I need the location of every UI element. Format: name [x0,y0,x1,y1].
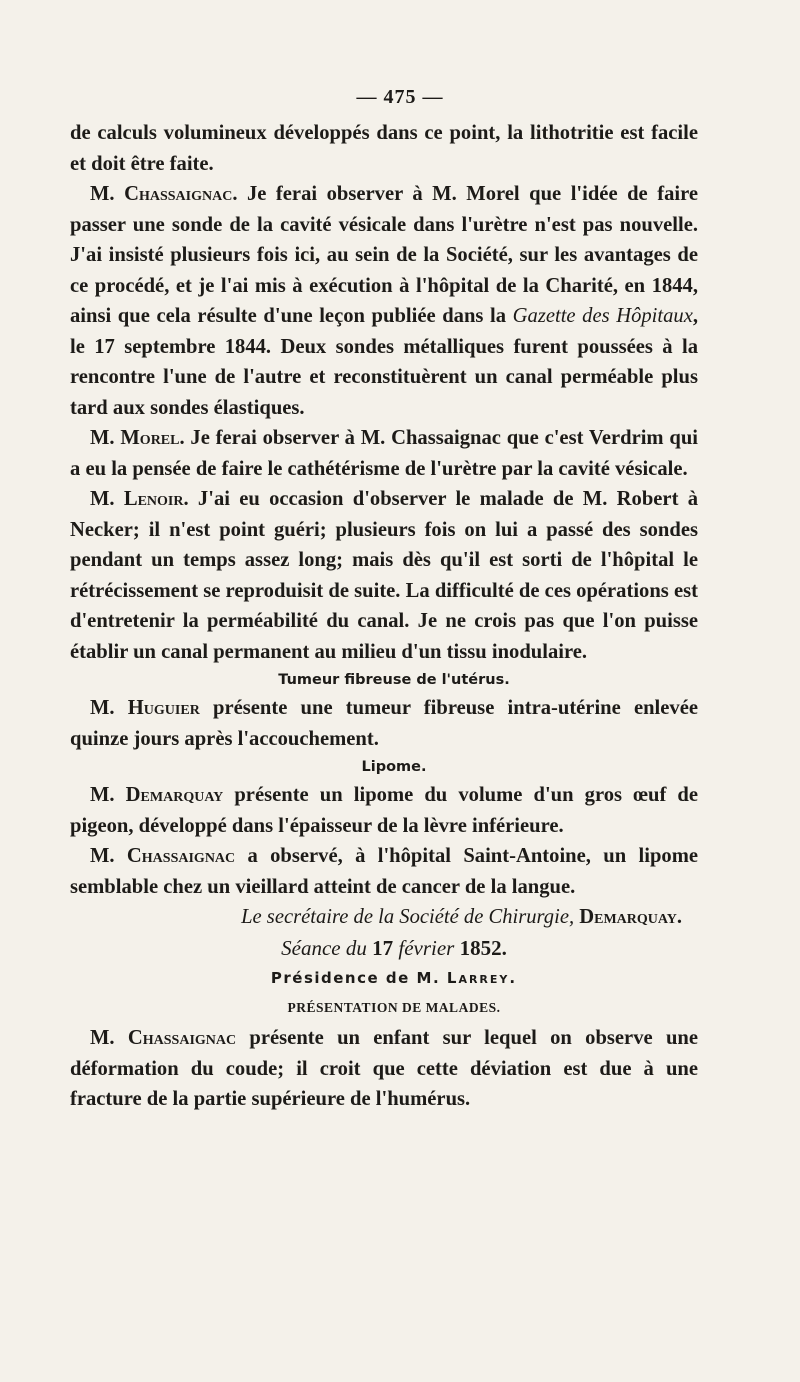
secretary-signature [70,902,698,933]
signature-name: Demarquay. [574,906,682,928]
session-month: février [393,935,460,960]
heading-tumeur: Tumeur fibreuse de l'utérus. [278,672,510,688]
session-heading [70,933,698,964]
paragraph-text: Je ferai observer à M. Chassaignac que c'est Verdrim qui a eu la pensée de faire le cathétérisme de l'urètre par la cavité vésicale. [70,427,698,480]
session-year: 1852. [459,935,507,960]
paragraph-continuation: de calculs volumineux développés dans ce point, la lithotritie est facile et doit être faite. [70,122,698,175]
journal-title: Gazette des Hôpitaux [512,305,693,327]
speaker-name: M. Demarquay [90,784,224,806]
paragraph-lenoir [70,484,698,667]
page-body [70,118,698,1115]
paragraph-chassaignac-coude [70,1023,698,1115]
paragraph-text: présente un lipome du volume d'un gros œuf de pigeon, développé dans l'épaisseur de la lèvre inférieure. [70,784,698,837]
session-prefix: Séance du [281,935,373,960]
paragraph-text: présente une tumeur fibreuse intra-utérine enlevée quinze jours après l'accouchement. [70,697,698,750]
president-name: Larrey. [446,969,518,987]
section-heading: PRÉSENTATION DE MALADES. [287,1000,501,1015]
presidency-line [70,963,698,993]
heading-lipome: Lipome. [361,759,427,775]
paragraph-text: a observé, à l'hôpital Saint-Antoine, un lipome semblable chez un vieillard atteint de cancer de la langue. [70,845,698,898]
paragraph-huguier [70,693,698,754]
paragraph-text: Je ferai observer à M. Morel que l'idée de faire passer une sonde de la cavité vésicale dans l'urètre n'est pas nouvelle. J'ai insisté plusieurs fois ici, au sein de la Société, sur les avantages de ce procédé, et je l'ai mis à exécution à l'hôpital de la Charité, en 1844, ainsi que cela résulte d'une leçon publiée dans la [70,183,698,327]
speaker-name: M. Chassaignac. [90,183,238,205]
speaker-name: M. Chassaignac [90,1027,237,1049]
presidency-prefix: Présidence de M. [270,969,447,987]
paragraph-text: , le 17 septembre 1844. Deux sondes métalliques furent poussées à la rencontre l'une de l'autre et reconstituèrent un canal perméable plus tard aux sondes élastiques. [70,305,698,419]
speaker-name: M. Morel. [90,427,185,449]
paragraph-text: J'ai eu occasion d'observer le malade de M. Robert à Necker; il n'est point guéri; plusieurs fois on lui a passé des sondes pendant un temps assez long; mais dès qu'il est sorti de l'hôpital le rétrécissement se reproduisit de suite. La difficulté de ces opérations est d'entretenir la perméabilité du canal. Je ne crois pas que l'on puisse établir un canal permanent au milieu d'un tissu inodulaire. [70,488,698,663]
paragraph-chassaignac-lipome [70,841,698,902]
speaker-name: M. Lenoir. [90,488,189,510]
speaker-name: M. Huguier [90,697,200,719]
signature-role: Le secrétaire de la Société de Chirurgie, [241,906,575,928]
page-number: — 475 — [356,86,444,108]
paragraph-morel [70,423,698,484]
paragraph-chassaignac-reply [70,179,698,423]
paragraph-demarquay [70,780,698,841]
paragraph-text: présente un enfant sur lequel on observe une déformation du coude; il croit que cette déviation est due à une fracture de la partie supérieure de l'humérus. [70,1027,698,1110]
speaker-name: M. Chassaignac [90,845,236,867]
session-day: 17 [372,935,394,960]
